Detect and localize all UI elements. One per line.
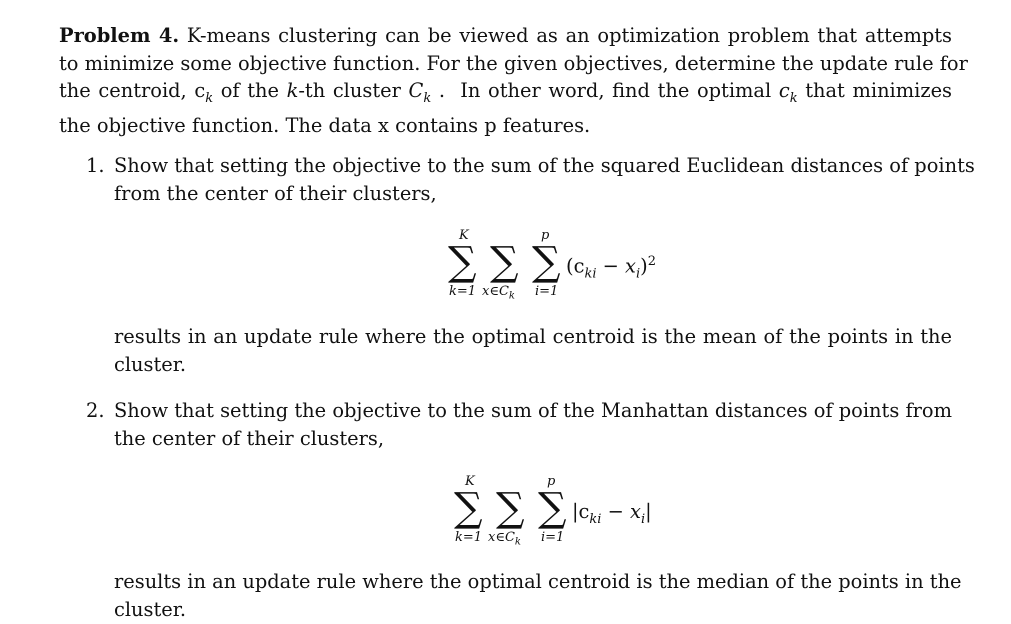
sum-symbol: ∑ [538, 485, 567, 531]
item-line-2: the center of their clusters, [114, 426, 385, 450]
problem-heading: Problem 4. [59, 24, 180, 47]
problem-line-2: to minimize some objective function. For the given objectives, determine the update rule for [59, 51, 968, 75]
problem-statement [59, 22, 968, 140]
problem-line-4: the objective function. The data x contains p features. [59, 114, 591, 138]
sum-symbol: ∑ [532, 239, 561, 285]
sum-symbol: ∑ [496, 485, 525, 531]
equation-term: $|c_{ki} - x_i|$ [572, 500, 652, 527]
item-1-result: results in an update rule where the optimal centroid is the mean of the points in the cluster. [114, 325, 952, 376]
equation-term: $(c_{ki} - x_i)^2$ [566, 254, 657, 282]
sum-symbol: ∑ [454, 485, 483, 531]
equation-2: K p ∑ ∑ ∑ k=1 $x\in C_k$ i=1 $|c_{ki} - x_i|$ [454, 474, 652, 548]
item-number: 2. [86, 399, 105, 422]
problem-line-1: K-means clustering can be viewed as an optimization problem that attempts [186, 24, 952, 47]
sum-symbol: ∑ [448, 239, 477, 285]
problem-line-3: the centroid, $c_k$ of the k-th cluster $C_k$ . In other word, find the optimal $c_k$ that minimizes [59, 79, 952, 106]
item-line-2: from the center of their clusters, [114, 181, 437, 205]
sum-symbol: ∑ [490, 239, 519, 285]
equation-1: K p ∑ ∑ ∑ k=1 $x\in C_k$ i=1 $(c_{ki} - x_i)^2$ [448, 228, 657, 302]
item-line-1: Show that setting the objective to the sum of the squared Euclidean distances of points [114, 154, 975, 177]
item-line-1: Show that setting the objective to the sum of the Manhattan distances of points from [114, 399, 952, 422]
item-number: 1. [86, 154, 105, 177]
item-2-result: results in an update rule where the optimal centroid is the median of the points in the cluster. [114, 570, 962, 621]
